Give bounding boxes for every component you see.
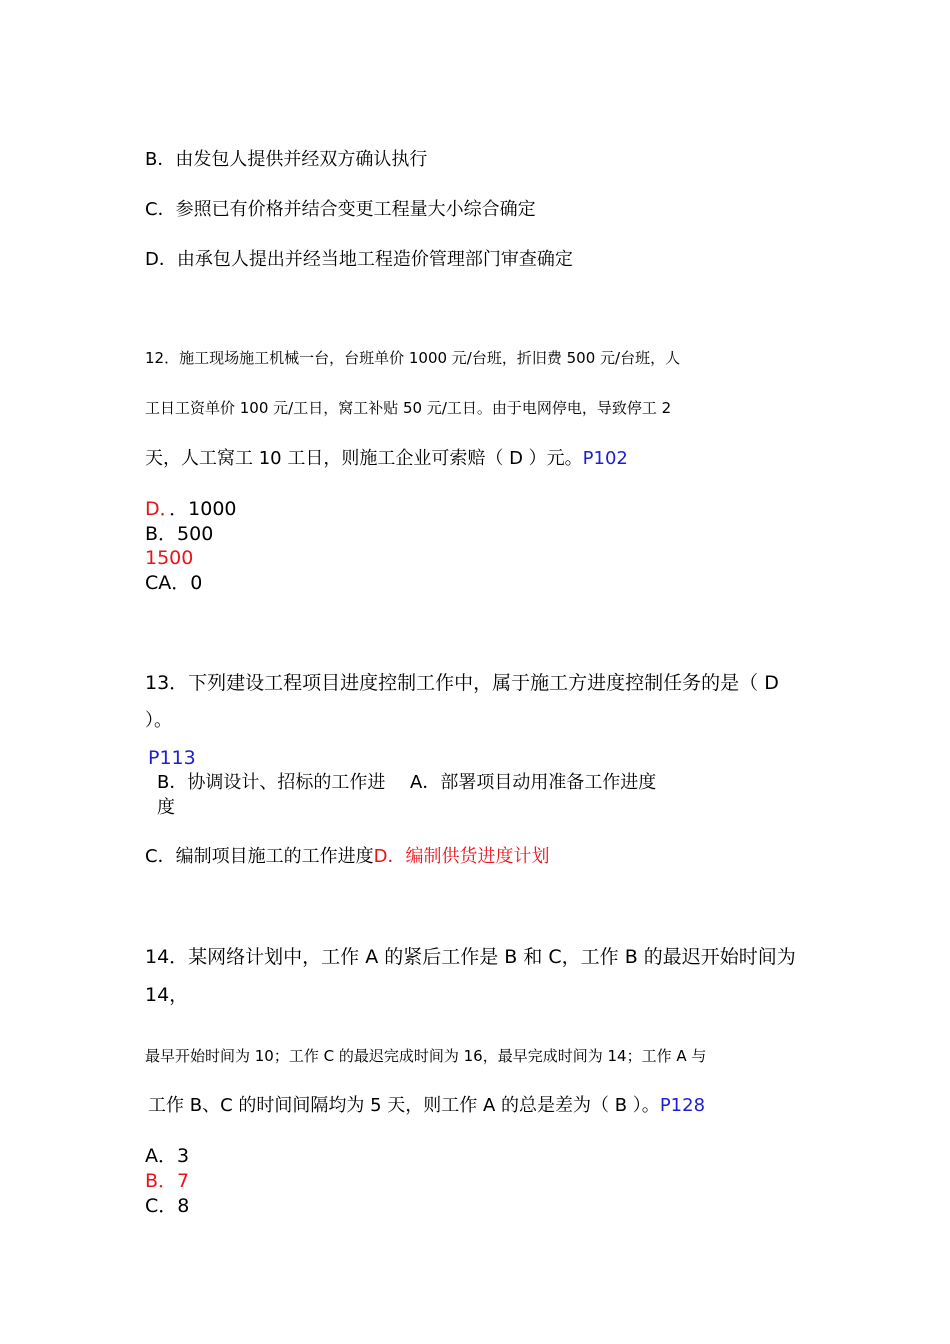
q12-option-4: CA．0 bbox=[145, 572, 203, 594]
q13-page-ref: P113 bbox=[148, 747, 196, 769]
q12-stem-line1: 12．施工现场施工机械一台，台班单价 1000 元/台班，折旧费 500 元/台班，人 bbox=[145, 349, 681, 367]
q12-stem-text: 天，人工窝工 10 工日，则施工企业可索赔（ D ）元。 bbox=[145, 448, 583, 469]
q12-stem-line3 bbox=[145, 450, 628, 468]
q14-stem-line3: 最早开始时间为 10；工作 C 的最迟完成时间为 16，最早完成时间为 14；工作 A 与 bbox=[145, 1047, 707, 1065]
q11-option-d: D．由承包人提出并经当地工程造价管理部门审查确定 bbox=[145, 249, 573, 270]
q14-stem-text: 工作 B、C 的时间间隔均为 5 天，则工作 A 的总是差为（ B ）。 bbox=[148, 1095, 660, 1116]
q13-option-b-wrap: 度 bbox=[157, 797, 175, 818]
q13-option-d: D．编制供货进度计划 bbox=[373, 846, 550, 867]
q12-option-1-value: ．1000 bbox=[169, 498, 237, 520]
q12-option-1 bbox=[145, 500, 237, 519]
q13-stem-line1: 13．下列建设工程项目进度控制工作中，属于施工方进度控制任务的是（ D bbox=[145, 672, 779, 694]
q13-option-c-d bbox=[145, 848, 549, 866]
q13-stem-line2: ）。 bbox=[145, 710, 172, 731]
q11-option-b: B．由发包人提供并经双方确认执行 bbox=[145, 149, 428, 170]
q14-stem-line4 bbox=[148, 1097, 705, 1115]
q14-option-b: B．7 bbox=[145, 1170, 190, 1192]
q12-option-2: B．500 bbox=[145, 523, 214, 545]
q12-option-3: 1500 bbox=[145, 547, 194, 569]
q13-option-a: A．部署项目动用准备工作进度 bbox=[410, 772, 657, 793]
q14-option-a: A．3 bbox=[145, 1145, 190, 1167]
q14-stem-line1: 14．某网络计划中，工作 A 的紧后工作是 B 和 C，工作 B 的最迟开始时间为 bbox=[145, 946, 796, 968]
q12-page-ref: P102 bbox=[582, 448, 628, 469]
q12-stem-line2: 工日工资单价 100 元/工日，窝工补贴 50 元/工日。由于电网停电，导致停工 2 bbox=[145, 399, 672, 417]
q13-option-c: C．编制项目施工的工作进度 bbox=[145, 846, 374, 867]
q14-page-ref: P128 bbox=[659, 1095, 706, 1116]
q14-option-c: C．8 bbox=[145, 1195, 190, 1217]
q14-stem-line2: 14， bbox=[145, 984, 189, 1006]
q11-option-c: C．参照已有价格并结合变更工程量大小综合确定 bbox=[145, 199, 536, 220]
q12-option-1-letter: D． bbox=[145, 498, 170, 520]
q13-option-b: B．协调设计、招标的工作进 bbox=[157, 772, 386, 793]
